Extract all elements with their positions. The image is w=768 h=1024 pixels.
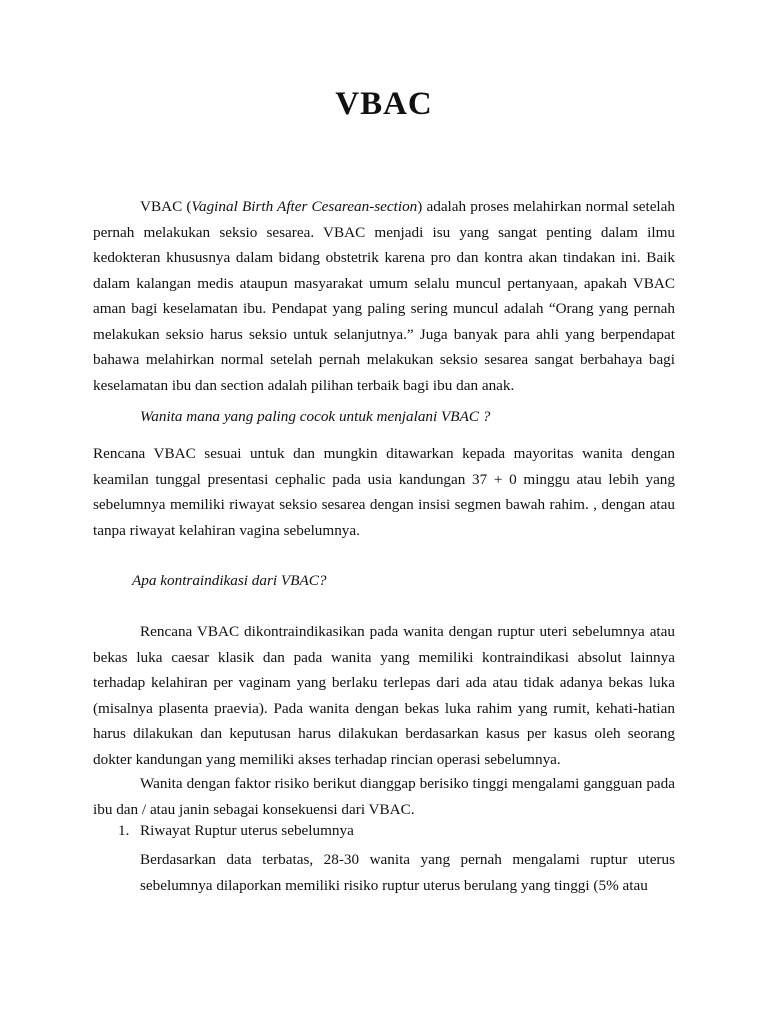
document-title: VBAC (335, 86, 433, 122)
list-item-title: Riwayat Ruptur uterus sebelumnya (140, 822, 354, 839)
answer-paragraph-2b: Wanita dengan faktor risiko berikut dianggap berisiko tinggi mengalami gangguan pada ibu dan / atau janin sebagai konsekuensi dari VBAC. (93, 775, 675, 818)
list-item-number: 1. (118, 822, 130, 839)
question-heading-1: Wanita mana yang paling cocok untuk menjalani VBAC ? (140, 408, 491, 425)
list-item-body: Berdasarkan data terbatas, 28-30 wanita yang pernah mengalami ruptur uterus sebelumnya dilaporkan memiliki risiko ruptur uterus berulang yang tinggi (5% atau (140, 851, 675, 894)
answer-paragraph-1: Rencana VBAC sesuai untuk dan mungkin ditawarkan kepada mayoritas wanita dengan keamilan tunggal presentasi cephalic pada usia kandungan 37 + 0 minggu atau lebih yang sebelumnya memiliki riwayat seksio sesarea dengan insisi segmen bawah rahim. , dengan atau tanpa riwayat kelahiran vagina sebelumnya. (93, 445, 675, 539)
answer-paragraph-2a: Rencana VBAC dikontraindikasikan pada wanita dengan ruptur uteri sebelumnya atau bekas luka caesar klasik dan pada wanita yang memiliki kontraindikasi absolut lainnya terhadap kelahiran per vaginam yang berlaku terlepas dari ada atau tidak adanya bekas luka (misalnya plasenta praevia). Pada wanita dengan bekas luka rahim yang rumit, kehati-hatian harus dilakukan dan keputusan harus dilakukan berdasarkan kasus per kasus oleh seorang dokter kandungan yang memiliki akses terhadap rincian operasi sebelumnya. (93, 623, 675, 768)
intro-lead: VBAC ( (140, 198, 192, 215)
intro-paragraph (93, 194, 675, 398)
list-item-1 (118, 822, 354, 840)
intro-rest: ) adalah proses melahirkan normal setelah pernah melakukan seksio sesarea. VBAC menjadi isu yang sangat penting dalam ilmu kedokteran khususnya dalam bidang obstetrik karena pro dan kontra akan tindakan ini. Baik dalam kalangan medis ataupun masyarakat umum selalu muncul pertanyaan, apakah VBAC aman bagi keselamatan ibu. Pendapat yang paling sering muncul adalah “Orang yang pernah melakukan seksio harus seksio untuk selanjutnya.” Juga banyak para ahli yang berpendapat bahawa melahirkan normal setelah pernah melakukan seksio sesarea sangat berbahaya bagi keselamatan ibu dan section adalah pilihan terbaik bagi ibu dan anak. (93, 198, 675, 394)
intro-term: Vaginal Birth After Cesarean-section (191, 198, 418, 215)
question-heading-2: Apa kontraindikasi dari VBAC? (132, 572, 327, 589)
